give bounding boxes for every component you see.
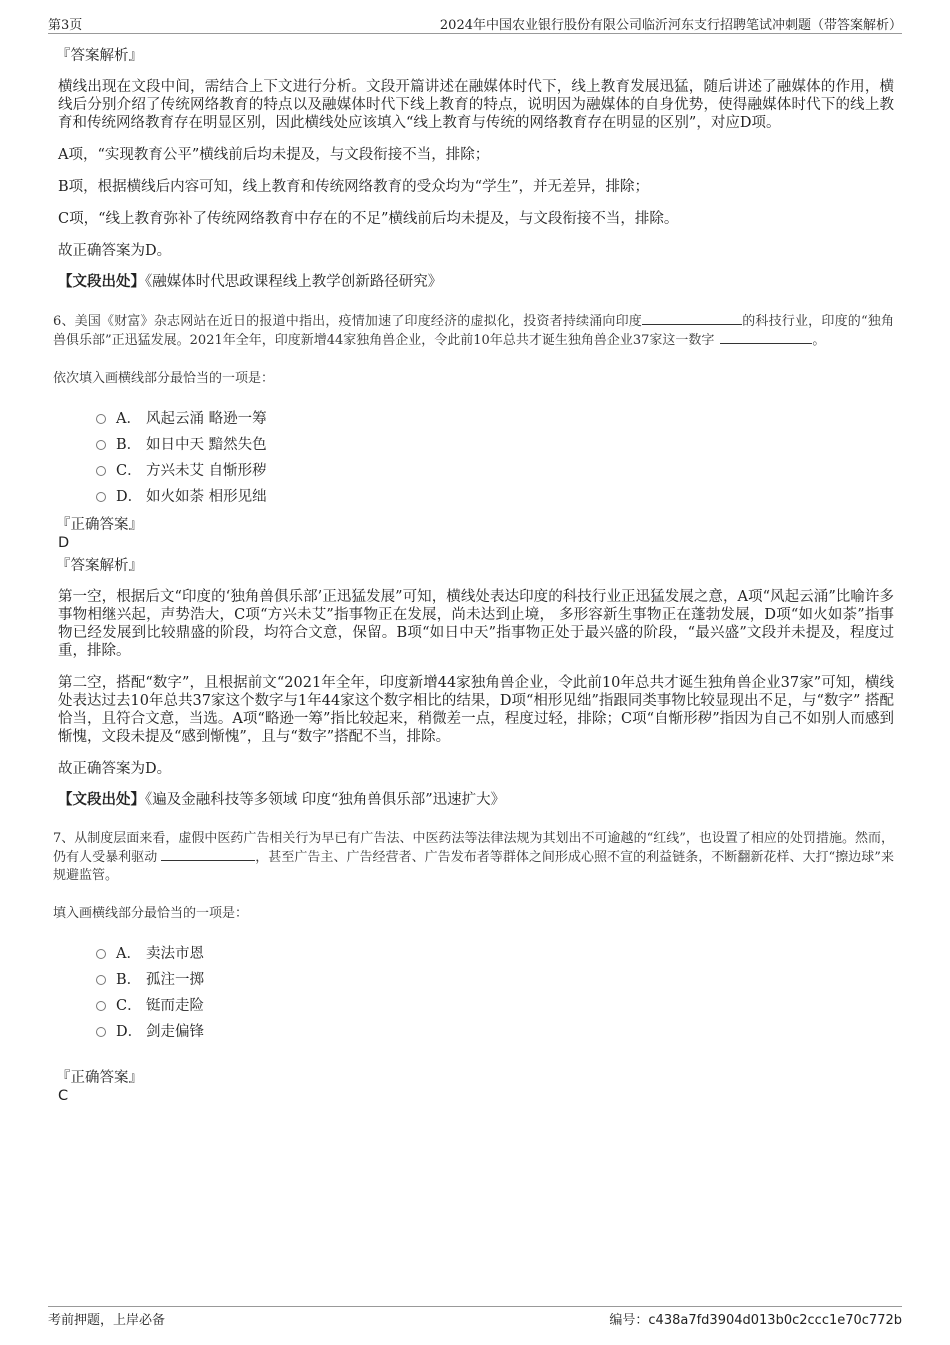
- radio-icon[interactable]: [96, 466, 106, 476]
- option-text: 铤而走险: [146, 997, 204, 1014]
- option-text: 剑走偏锋: [146, 1023, 204, 1040]
- document-title: 2024年中国农业银行股份有限公司临沂河东支行招聘笔试冲刺题（带答案解析）: [439, 18, 902, 33]
- q7-option-a[interactable]: [96, 939, 894, 965]
- q6-blank-2: [720, 331, 812, 344]
- footer-slogan: 考前押题，上岸必备: [48, 1313, 166, 1328]
- page-number: 第3页: [48, 18, 83, 33]
- radio-icon[interactable]: [96, 414, 106, 424]
- q6-text-part-a: 6、美国《财富》杂志网站在近日的报道中指出，疫情加速了印度经济的虚拟化，投资者持续涌向印度: [53, 314, 643, 329]
- radio-icon[interactable]: [96, 492, 106, 502]
- q6-text-part-c: 。: [812, 333, 826, 348]
- footer-code: [609, 1309, 902, 1328]
- option-text: 卖法市恩: [146, 945, 204, 962]
- q6-analysis-para-3: 故正确答案为D。: [58, 761, 172, 777]
- option-letter: C．: [116, 997, 142, 1014]
- q7-option-d[interactable]: [96, 1017, 894, 1043]
- option-text: 风起云涌 略逊一筹: [146, 410, 267, 427]
- option-text: 如火如荼 相形见绌: [146, 488, 267, 505]
- q6-source: [58, 790, 894, 810]
- q6-question-text: [53, 312, 894, 350]
- q6-option-c[interactable]: [96, 456, 894, 482]
- q6-blank-1: [642, 312, 742, 325]
- q7-answer-label: 『正确答案』: [56, 1070, 143, 1086]
- radio-icon[interactable]: [96, 975, 106, 985]
- q6-source-label: 【文段出处】: [58, 791, 145, 808]
- q5-analysis-para-3: B项，根据横线后内容可知，线上教育和传统网络教育的受众均为“学生”，并无差异，排除；: [58, 179, 649, 195]
- q6-option-a[interactable]: [96, 404, 894, 430]
- page-footer: [48, 1306, 902, 1328]
- q6-source-text: 《遍及金融科技等多领域 印度“独角兽俱乐部”迅速扩大》: [145, 792, 506, 808]
- radio-icon[interactable]: [96, 1001, 106, 1011]
- footer-code-value: c438a7fd3904d013b0c2ccc1e70c772b: [648, 1313, 902, 1328]
- q6-analysis-para-1: 第一空，根据后文“印度的‘独角兽俱乐部’正迅猛发展”可知，横线处表达印度的科技行业正迅猛发展之意，A项“风起云涌”比喻许多事物相继兴起，声势浩大，C项“方兴未艾”指事物正在发展，尚未达到止境， 多形容新生事物正在蓬勃发展，D项“如火如荼”指事物已经发展到比较鼎盛的阶段，均符合文意，保留。B项“如日中天”指事物正处于最兴盛的阶段，“最兴盛”文段并未提及，程度过重，排除。: [58, 589, 894, 659]
- option-letter: A．: [116, 945, 141, 962]
- option-text: 孤注一掷: [146, 971, 204, 988]
- q5-source-label: 【文段出处】: [58, 273, 145, 290]
- q6-instruction: 依次填入画横线部分最恰当的一项是：: [53, 371, 275, 386]
- q5-analysis-para-2: A项，“实现教育公平”横线前后均未提及，与文段衔接不当，排除；: [58, 147, 490, 163]
- q5-analysis-para-4: C项，“线上教育弥补了传统网络教育中存在的不足”横线前后均未提及，与文段衔接不当，排除。: [58, 211, 679, 227]
- radio-icon[interactable]: [96, 1027, 106, 1037]
- q6-text-part-b: 的科技行业，印度的“独角兽俱乐部”正迅猛发展。2021年全年，印度新增44家独角兽企业，令此前10年总共才诞生独角兽企业37家这一数字: [53, 314, 894, 348]
- option-letter: B．: [116, 436, 142, 453]
- option-letter: A．: [116, 410, 141, 427]
- q6-answer: D: [58, 535, 70, 551]
- q7-blank-1: [161, 848, 255, 861]
- q5-source: [58, 272, 894, 292]
- q6-analysis-label: 『答案解析』: [56, 558, 143, 574]
- q7-answer: C: [58, 1088, 69, 1104]
- option-letter: D．: [116, 488, 143, 505]
- q7-text-part-a: 7、从制度层面来看，虚假中医药广告相关行为早已有广告法、中医药法等法律法规为其划出不可逾越的“红线”，也设置了相应的处罚措施。然而，仍有人受暴利驱动: [53, 831, 894, 865]
- option-letter: C．: [116, 462, 142, 479]
- q6-answer-label: 『正确答案』: [56, 517, 143, 533]
- radio-icon[interactable]: [96, 949, 106, 959]
- q6-option-b[interactable]: [96, 430, 894, 456]
- option-letter: D．: [116, 1023, 143, 1040]
- q7-option-c[interactable]: [96, 991, 894, 1017]
- q5-analysis-para-1: 横线出现在文段中间，需结合上下文进行分析。文段开篇讲述在融媒体时代下，线上教育发展迅猛，随后讲述了融媒体的作用，横线后分别介绍了传统网络教育的特点以及融媒体时代下线上教育的特点，说明因为融媒体的自身优势，使得融媒体时代下的线上教育和传统网络教育存在明显区别，因此横线处应该填入“线上教育与传统的网络教育存在明显的区别”，对应D项。: [58, 79, 894, 131]
- page-header: [48, 14, 902, 34]
- option-letter: B．: [116, 971, 142, 988]
- q7-option-b[interactable]: [96, 965, 894, 991]
- q5-source-text: 《融媒体时代思政课程线上教学创新路径研究》: [145, 274, 443, 290]
- q7-options: [96, 939, 894, 1043]
- footer-code-label: 编号：: [609, 1313, 649, 1328]
- page-content: [53, 46, 894, 1105]
- q7-question-text: [53, 830, 894, 885]
- option-text: 如日中天 黯然失色: [146, 436, 267, 453]
- q6-analysis-para-2: 第二空，搭配“数字”，且根据前文“2021年全年，印度新增44家独角兽企业，令此前10年总共才诞生独角兽企业37家”可知，横线处表达过去10年总共37家这个数字与1年44家这个数字相比的结果，D项“相形见绌”指跟同类事物比较显现出不足，与“数字” 搭配恰当，且符合文意，当选。A项“略逊一筹”指比较起来，稍微差一点，程度过轻，排除；C项“自惭形秽”指因为自己不如别人而感到惭愧，文段未提及“感到惭愧”，且与“数字”搭配不当，排除。: [58, 675, 894, 745]
- q7-text-part-b: ，甚至广告主、广告经营者、广告发布者等群体之间形成心照不宣的利益链条，不断翻新花样、大打“擦边球”来规避监管。: [53, 850, 894, 883]
- q5-analysis-label: 『答案解析』: [56, 48, 143, 64]
- q6-option-d[interactable]: [96, 482, 894, 508]
- q6-options: [96, 404, 894, 508]
- option-text: 方兴未艾 自惭形秽: [146, 462, 267, 479]
- radio-icon[interactable]: [96, 440, 106, 450]
- q7-instruction: 填入画横线部分最恰当的一项是：: [53, 906, 249, 921]
- q5-analysis-para-5: 故正确答案为D。: [58, 243, 172, 259]
